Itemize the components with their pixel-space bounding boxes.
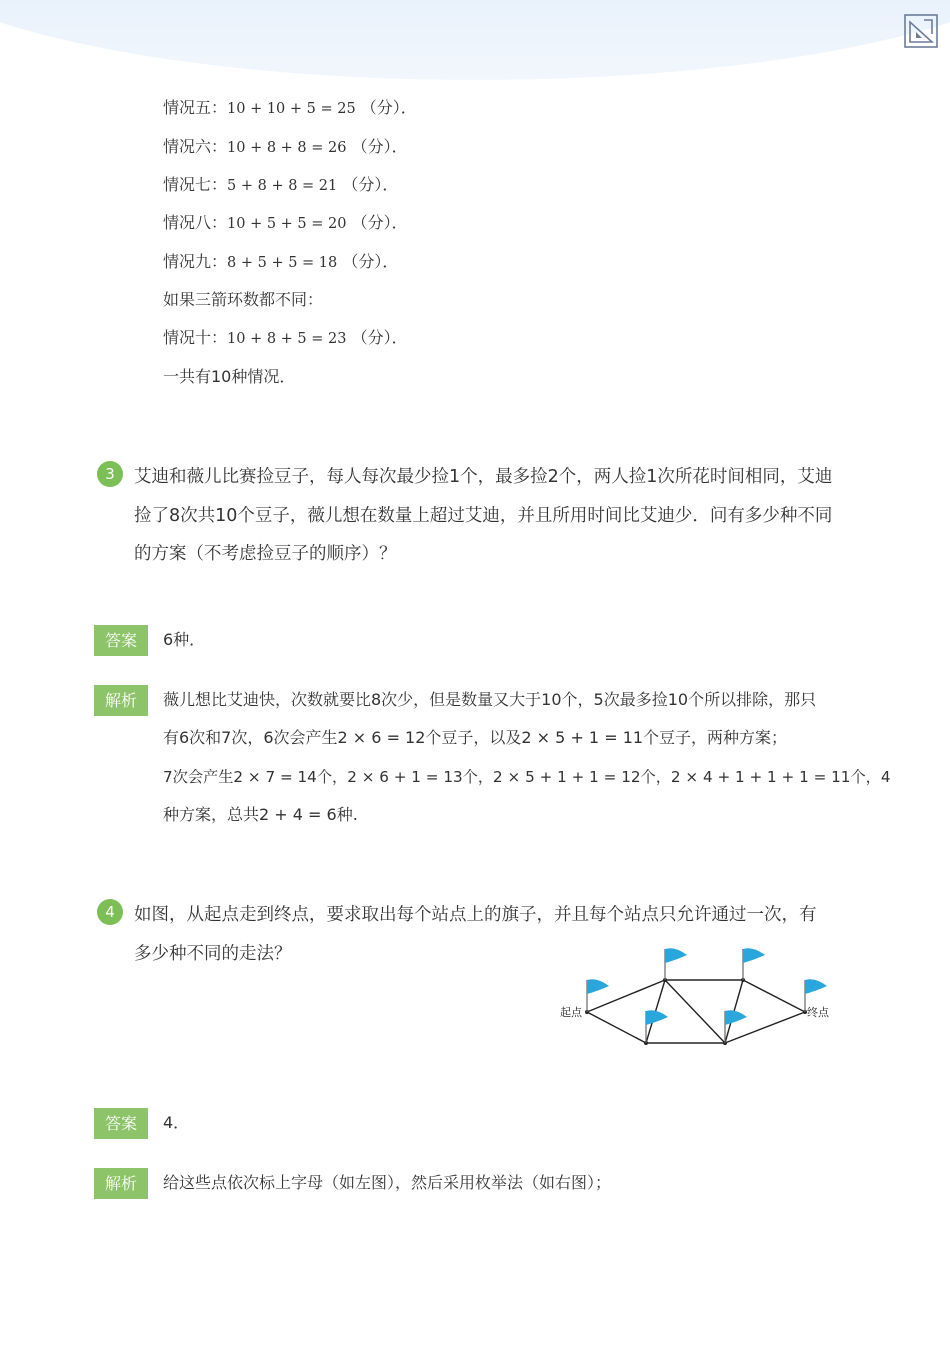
case-7: 情况七：5 + 8 + 8 = 21 （分）． [163,175,399,194]
edge [743,980,805,1012]
analysis-3-line-2: 有6次和7次，6次会产生2 × 6 = 12个豆子，以及2 × 5 + 1 = 11个豆子，两种方案； [163,728,788,747]
start-label: 起点 [560,1006,582,1019]
route-nodes [585,978,807,1045]
edge [665,980,725,1043]
q3-line-3: 的方案（不考虑捡豆子的顺序）？ [134,544,397,564]
answer-3: 6种． [163,630,206,649]
header-band [0,0,950,80]
q4-line-2: 多少种不同的走法？ [134,944,292,964]
analysis-3-line-4: 种方案，总共2 + 4 = 6种. [163,805,358,824]
analysis-3-line-3: 7次会产生2 × 7 = 14个，2 × 6 + 1 = 13个，2 × 5 + 1 + 1 = 12个，2 × 4 + 1 + 1 + 1 = 11个，4 [163,768,891,786]
flag-icon-top-2 [743,948,765,980]
q4-line-1: 如图，从起点走到终点，要求取出每个站点上的旗子，并且每个站点只允许通过一次，有 [134,905,817,925]
flag-icon-top-1 [665,948,687,980]
question-number-3: 3 [97,461,123,487]
case-10: 情况十：10 + 8 + 5 = 23 （分）． [163,328,408,347]
different-note: 如果三箭环数都不同： [163,290,324,309]
analysis-tag-4: 解析 [94,1168,148,1199]
case-5: 情况五：10 + 10 + 5 = 25 （分）． [163,98,417,117]
case-6: 情况六：10 + 8 + 8 = 26 （分）． [163,137,408,156]
answer-4: 4． [163,1113,190,1132]
analysis-3-line-1: 薇儿想比艾迪快，次数就要比8次少，但是数量又大于10个，5次最多捡10个所以排除，那只 [163,690,817,709]
end-label: 终点 [807,1006,829,1019]
answer-tag-4: 答案 [94,1108,148,1139]
flag-icon-bottom-1 [646,1010,668,1043]
case-9: 情况九：8 + 5 + 5 = 18 （分）． [163,252,399,271]
route-edges [587,980,805,1043]
total-cases: 一共有10种情况． [163,367,296,386]
answer-tag-3: 答案 [94,625,148,656]
logo-icon [904,14,938,48]
edge [587,1012,646,1043]
case-8: 情况八：10 + 5 + 5 = 20 （分）． [163,213,408,232]
analysis-tag-3: 解析 [94,685,148,716]
question-number-4: 4 [97,899,123,925]
analysis-4: 给这些点依次标上字母（如左图），然后采用枚举法（如右图）； [163,1173,612,1192]
q3-line-2: 捡了8次共10个豆子，薇儿想在数量上超过艾迪，并且所用时间比艾迪少．问有多少种不同 [134,506,833,526]
q3-line-1: 艾迪和薇儿比赛捡豆子，每人每次最少捡1个，最多捡2个，两人捡1次所花时间相同，艾迪 [134,467,833,487]
route-figure [555,945,845,1050]
